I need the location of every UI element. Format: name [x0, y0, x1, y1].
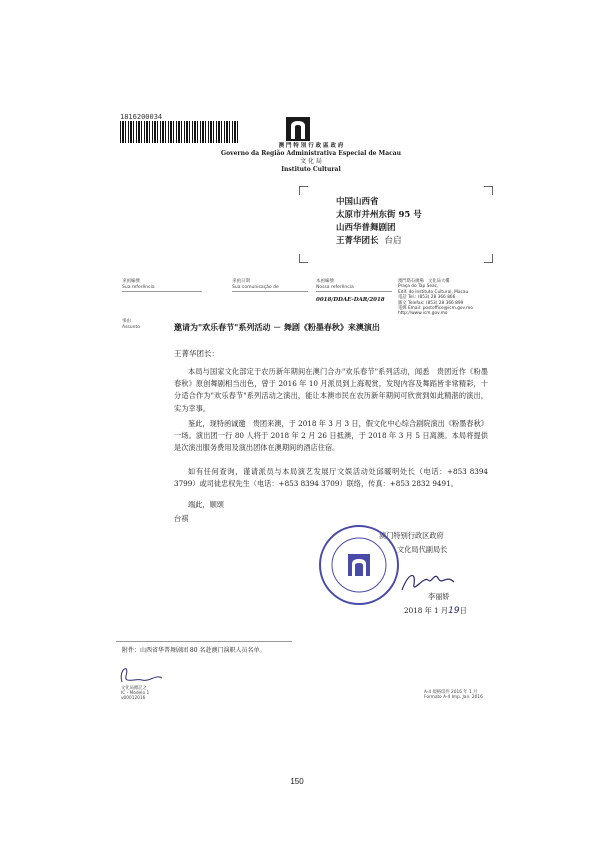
signatory-org: 澳门特别行政区政府 — [379, 531, 444, 540]
recipient-line-4 — [336, 235, 401, 247]
official-seal-icon — [318, 524, 400, 606]
paragraph-1: 本局与国家文化部定于农历新年期间在澳门合办"欢乐春节"系列活动，闻悉 贵团近作《粉墨春秋》原创舞剧相当出色，曾于 2016 年 10 月派员到上海观赏，发现内容及舞蹈皆非常精彩，十分适合作为"欢乐春节"系列活动之演出，能让本澳市民在农历新年期间可欣赏到如此精湛的演出，实为幸事。 — [174, 367, 488, 413]
recipient-line-1: 中国山西省 — [336, 197, 379, 207]
institute-address: 澳門塔石廣場 文化局大樓 Praça do Tap Seac, Edif. do Instituto Cultural, Macau 電話 Tel.: (853) 28 366 866 圖文 Telefax: (853) 28 366 899 電郵 Email: postoffice@icm.gov.mo http://www.icm.gov.mo — [398, 279, 473, 317]
barcode — [120, 121, 238, 143]
gov-name-pt: Governo da Região Administrativa Especial de Macau — [221, 150, 401, 157]
address-corner-bl — [299, 254, 308, 263]
subject-label: 事由 Assunto — [122, 319, 140, 330]
signatory-title: 文化局代副局长 — [397, 545, 448, 554]
recipient-name: 王菁华团长 — [336, 236, 379, 246]
instituto-cultural-logo-icon — [286, 117, 310, 141]
your-ref-line — [122, 291, 202, 292]
your-comm-label: 來函日期 Sua comunicação de — [232, 279, 279, 290]
paragraph-2: 鉴此，现特函诚邀 贵团来澳，于 2018 年 3 月 3 日，假文化中心综合剧院演出《粉墨春秋》一场。演出团一行 80 人将于 2018 年 2 月 26 日抵澳，于 2018 年 3 月 5 日离澳。本局将提供是次演出服务费用及演出团体在澳期间的酒店住宿。 — [174, 419, 488, 453]
our-ref-label: 本函編號 Nossa referência — [316, 279, 354, 290]
closing-line-1: 端此，顺颂 — [188, 500, 224, 509]
recipient-suffix: 台启 — [384, 236, 402, 246]
our-ref-line — [316, 291, 392, 292]
address-corner-br — [484, 254, 493, 263]
barcode-serial: 1816200034 — [120, 113, 163, 121]
initials-icon — [116, 660, 166, 686]
dept-name-pt: Instituto Cultural — [281, 166, 341, 173]
your-comm-line — [232, 291, 308, 292]
footer-right: A-4 規格印件 2016 年 1 月 Formato A-4 Imp. Jan. 2016 — [424, 690, 483, 701]
signature-date: 2018 年 1 月19日 — [404, 606, 467, 616]
salutation: 王菁华团长： — [174, 349, 219, 358]
our-ref-value: 0018/DDAE-DAR/2018 — [316, 297, 385, 303]
gov-name-zh: 澳 門 特 別 行 政 區 政 府 — [278, 143, 344, 149]
paragraph-3: 如有任何查询，谨请派员与本局演艺发展厅文娱活动处邱暖明处长（电话：+853 8394 3799）或司徒忠权先生（电话：+853 8394 3709）联络，传真：+853 2832 9491。 — [174, 467, 488, 489]
address-corner-tl — [299, 186, 308, 195]
recipient-line-2: 太原市并州东街 95 号 — [336, 210, 422, 220]
attachment-divider — [116, 641, 292, 642]
closing-line-2: 台祺 — [174, 514, 189, 523]
footer-left: 文化局總記之 IC - Modelo 1 v00012016 — [121, 686, 150, 702]
page-number: 150 — [290, 777, 304, 786]
attachment-note: 附件：山西省华普舞剧团 80 名赴澳门演职人员名单。 — [122, 647, 266, 654]
recipient-line-3: 山西华普舞剧团 — [336, 223, 396, 233]
signatory-name: 李丽娇 — [428, 592, 450, 601]
address-corner-tr — [484, 186, 493, 195]
subject-line: 邀请为"欢乐春节"系列活动 － 舞剧《粉墨春秋》来澳演出 — [174, 322, 380, 332]
your-ref-label: 來函編號 Sua referência — [122, 279, 155, 290]
dept-name-zh: 文 化 局 — [300, 158, 322, 165]
